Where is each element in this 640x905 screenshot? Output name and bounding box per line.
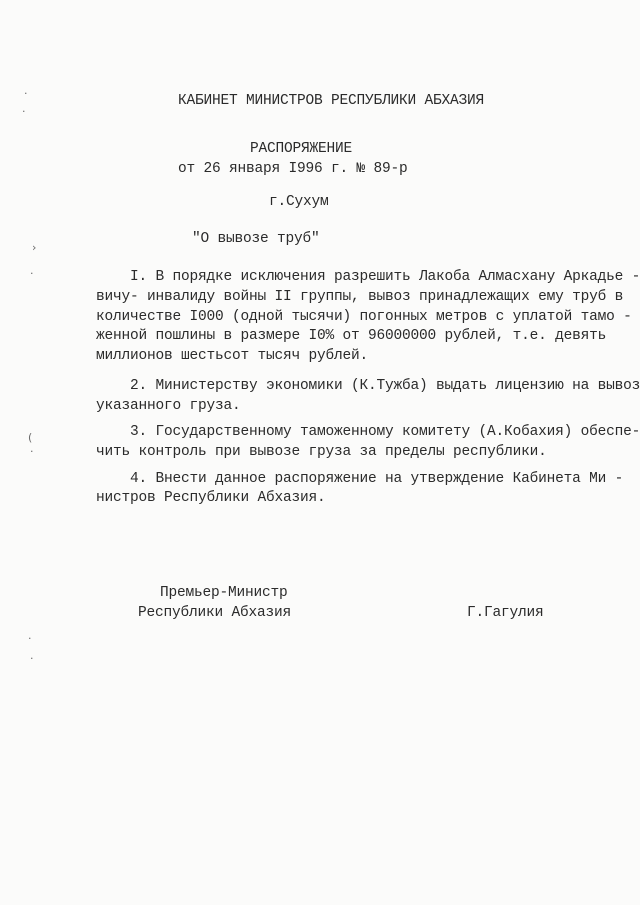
item-1-line: миллионов шестьсот тысяч рублей. — [96, 348, 369, 364]
document-type: РАСПОРЯЖЕНИЕ — [250, 141, 353, 157]
item-2-line: указанного груза. — [96, 398, 241, 414]
document-date-number: от 26 января I996 г. № 89-р — [178, 161, 408, 177]
item-1-line: I. В порядке исключения разрешить Лакоба Алмасхану Аркадье - — [130, 269, 640, 285]
margin-speck: · — [30, 445, 34, 458]
margin-speck: . — [30, 649, 34, 662]
item-2-line: 2. Министерству экономики (К.Тужба) выдать лицензию на вывоз — [130, 378, 640, 394]
margin-speck: · — [28, 632, 32, 645]
margin-speck: ( — [28, 431, 33, 444]
item-4-line: 4. Внести данное распоряжение на утверждение Кабинета Ми - — [130, 471, 624, 487]
signature-name: Г.Гагулия — [467, 605, 544, 621]
margin-speck: · — [24, 87, 28, 100]
item-1-line: количестве I000 (одной тысячи) погонных метров с уплатой тамо - — [96, 309, 632, 325]
margin-speck: · — [30, 267, 34, 280]
item-3-line: чить контроль при вывозе груза за пределы республики. — [96, 444, 547, 460]
document-header: КАБИНЕТ МИНИСТРОВ РЕСПУБЛИКИ АБХАЗИЯ — [178, 93, 485, 109]
document-place: г.Сухум — [269, 194, 329, 210]
document-subject: "О вывозе труб" — [192, 231, 320, 247]
item-4-line: нистров Республики Абхазия. — [96, 490, 326, 506]
signature-title-line1: Премьер-Министр — [160, 585, 288, 601]
item-3-line: 3. Государственному таможенному комитету (А.Кобахия) обеспе- — [130, 424, 640, 440]
signature-title-line2: Республики Абхазия — [138, 605, 292, 621]
item-1-line: женной пошлины в размере I0% от 96000000 рублей, т.е. девять — [96, 328, 607, 344]
item-1-line: вичу- инвалиду войны II группы, вывоз принадлежащих ему труб в — [96, 289, 624, 305]
margin-speck: › — [32, 241, 37, 254]
margin-speck: . — [22, 102, 26, 115]
